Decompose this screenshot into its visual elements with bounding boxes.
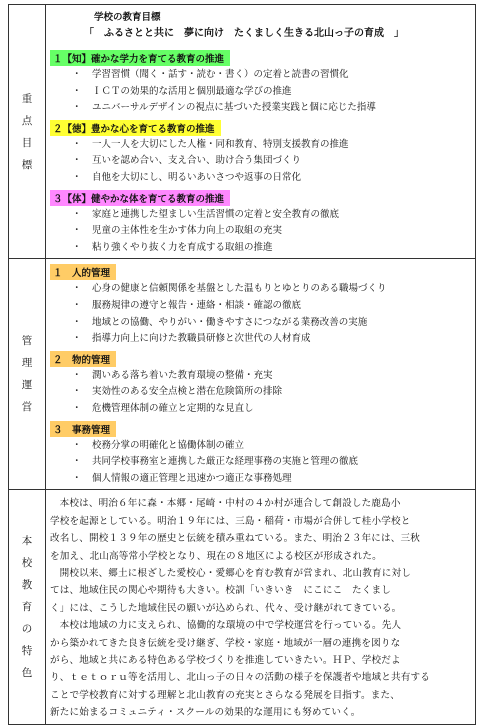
management-side-label-cell — [9, 259, 46, 490]
bullet-dot: ・ — [72, 386, 82, 398]
side-label-char: 理 — [21, 357, 33, 370]
list-item-text: 一人一人を大切にした人権・同和教育、特別支援教育の推進 — [92, 138, 349, 150]
management-sections — [50, 261, 471, 487]
list-item-text: 共同学校事務室と連携した厳正な経理事務の実施と管理の徹底 — [92, 456, 359, 468]
bullet-dot: ・ — [72, 155, 82, 167]
list-item-text: 粘り強くやり抜く力を育成する取組の推進 — [92, 241, 273, 253]
features-paragraphs — [50, 495, 471, 721]
section-heading: ２ 物的管理 — [50, 351, 116, 367]
bullet-dot: ・ — [72, 402, 82, 414]
side-label-char: 重 — [21, 92, 33, 105]
list-item-text: 服務規律の遵守と報告・連絡・相談・確認の徹底 — [92, 299, 302, 311]
paragraph-line: から築かれてきた良き伝統を受け継ぎ、学校・家庭・地域が一層の連携を図りな — [50, 637, 401, 649]
list-item — [50, 281, 471, 298]
side-label-char: 特 — [21, 644, 33, 657]
side-label-char: 運 — [21, 379, 33, 392]
list-item — [50, 223, 471, 240]
list-item — [50, 298, 471, 315]
list-item-text: 校務分掌の明確化と協働体制の確立 — [92, 439, 245, 451]
list-item — [50, 153, 471, 170]
section-item-list — [50, 368, 471, 418]
bullet-dot: ・ — [72, 241, 82, 253]
side-label-char: 校 — [21, 556, 33, 569]
paragraph-line: 学校を起源としている。明治１９年には、三島・稲荷・市場が合併して桂小学校と — [50, 515, 411, 527]
paragraph-line: ては、地域住民の関心や期待も大きい。校訓「いきいき にこにこ たくまし — [50, 585, 392, 597]
list-item — [50, 170, 471, 187]
side-label-char: 標 — [21, 158, 33, 171]
bullet-dot: ・ — [72, 102, 82, 114]
bullet-dot: ・ — [72, 333, 82, 345]
bullet-dot: ・ — [72, 171, 82, 183]
side-label-char: 色 — [21, 666, 33, 679]
list-item — [50, 315, 471, 332]
bullet-dot: ・ — [72, 299, 82, 311]
goals-side-label — [22, 88, 33, 176]
features-row — [9, 490, 476, 724]
section-item-list — [50, 67, 471, 117]
bullet-dot: ・ — [72, 283, 82, 295]
list-item — [50, 331, 471, 348]
paragraph-line: 改名し、開校１３９年の歴史と伝統を積み重ねている。また、明治２３年には、三秋 — [50, 533, 421, 545]
management-row — [9, 259, 476, 490]
list-item — [50, 471, 471, 488]
list-item-text: 自他を大切にし、明るいあいさつや返事の日常化 — [92, 171, 302, 183]
bullet-dot: ・ — [72, 69, 82, 80]
features-side-label — [22, 530, 33, 684]
paragraph-line: 新たに始まるコミュニティ・スクールの効果的な運用にも努めていく。 — [50, 707, 361, 719]
list-item — [50, 401, 471, 418]
paragraph-line: 開校以来、郷土に根ざした愛校心・愛郷心を育む教育が営まれ、北山教育に対し — [59, 567, 411, 579]
list-item-text: 心身の健康と信頼関係を基盤とした温もりとゆとりのある職場づくり — [92, 283, 387, 295]
list-item-text: ユニバーサルデザインの視点に基づいた授業実践と個に応じた指導 — [92, 102, 376, 114]
paragraph-line: を加え、北山高等常小学校となり、現在の８地区による校区が形成された。 — [50, 550, 382, 562]
section-heading: ３ 事務管理 — [50, 421, 116, 437]
list-item — [50, 454, 471, 471]
bullet-dot: ・ — [72, 456, 82, 468]
side-label-char: 営 — [21, 401, 33, 414]
paragraph-line: く」には、こうした地域住民の願いが込められ、代々、受け継がれてきている。 — [50, 602, 402, 614]
section-heading: １ 人的管理 — [50, 264, 116, 280]
list-item — [50, 368, 471, 385]
bullet-dot: ・ — [72, 369, 82, 381]
list-item — [50, 100, 471, 117]
list-item-text: 互いを認め合い、支え合い、助け合う集団づくり — [92, 155, 302, 167]
list-item-text: 実効性のある安全点検と潜在危険箇所の排除 — [92, 386, 283, 398]
list-item — [50, 67, 471, 84]
list-item-text: 児童の主体性を生かす体力向上の取組の充実 — [92, 225, 283, 237]
list-item — [50, 84, 471, 101]
section-item-list — [50, 281, 471, 347]
side-label-char: 本 — [21, 534, 33, 547]
management-side-label — [22, 330, 33, 418]
section-item-list — [50, 438, 471, 488]
goals-body — [46, 5, 476, 259]
bullet-dot: ・ — [72, 316, 82, 328]
section-heading: ２【徳】豊かな心を育てる教育の推進 — [50, 120, 221, 136]
school-motto: 「 ふるさとと共に 夢に向け たくましく生きる北山っ子の育成 」 — [84, 28, 404, 39]
features-side-label-cell — [9, 490, 46, 724]
section-item-list — [50, 137, 471, 187]
list-item-text: 個人情報の適正管理と迅速かつ適正な事務処理 — [92, 472, 292, 484]
list-item-text: 家庭と連携した望ましい生活習慣の定着と安全教育の徹底 — [92, 208, 340, 220]
goals-sections — [50, 47, 471, 256]
school-goal-title: 学校の教育目標 — [94, 12, 161, 23]
paragraph-line: 本校は地域の力に支えられ、協働的な環境の中で学校運営を行っている。先人 — [59, 620, 402, 632]
paragraph-line: 本校は、明治６年に森・本郷・尾崎・中村の４か村が連合して創設した鹿島小 — [59, 498, 401, 510]
bullet-dot: ・ — [72, 138, 82, 150]
bullet-dot: ・ — [72, 225, 82, 237]
list-item-text: 危機管理体制の確立と定期的な見直し — [92, 402, 254, 414]
bullet-dot: ・ — [72, 208, 82, 220]
bullet-dot: ・ — [72, 85, 82, 97]
list-item-text: 地域との協働、やりがい・働きやすさにつながる業務改善の実施 — [92, 316, 368, 328]
features-body — [46, 490, 476, 724]
list-item — [50, 438, 471, 455]
side-label-char: の — [21, 622, 33, 635]
bullet-dot: ・ — [72, 472, 82, 484]
management-body — [46, 259, 476, 490]
section-heading: ３【体】健やかな体を育てる教育の推進 — [50, 190, 230, 206]
list-item — [50, 240, 471, 257]
list-item-text: ＩＣＴの効果的な活用と個別最適な学びの推進 — [92, 85, 292, 97]
bullet-dot: ・ — [72, 439, 82, 451]
side-label-char: 教 — [21, 578, 33, 591]
goals-side-label-cell — [9, 5, 46, 259]
side-label-char: 点 — [21, 114, 33, 127]
side-label-char: 育 — [21, 600, 33, 613]
goals-row — [9, 5, 476, 259]
list-item-text: 指導力向上に向けた教職員研修と次世代の人材育成 — [92, 333, 311, 345]
paragraph-line: がら、地域と共にある特色ある学校づくりを推進していきたい。ＨＰ、学校だよ — [50, 654, 401, 666]
paragraph-line: ことで学校教育に対する理解と北山教育の充実とさらなる発展を目指す。また、 — [50, 689, 401, 701]
side-label-char: 目 — [21, 136, 33, 149]
list-item — [50, 207, 471, 224]
paragraph-line: り、ｔｅｔｏｒｕ等を活用し、北山っ子の日々の活動の様子を保護者や地域と共有する — [50, 672, 431, 684]
section-item-list — [50, 207, 471, 257]
list-item-text: 潤いある落ち着いた教育環境の整備・充実 — [92, 369, 273, 381]
list-item — [50, 137, 471, 154]
list-item-text: 学習習慣（聞く・話す・読む・書く）の定着と読書の習慣化 — [92, 69, 349, 80]
school-plan-table — [8, 4, 476, 725]
side-label-char: 管 — [21, 335, 33, 348]
section-heading: １【知】確かな学力を育てる教育の推進 — [50, 50, 230, 66]
list-item — [50, 384, 471, 401]
